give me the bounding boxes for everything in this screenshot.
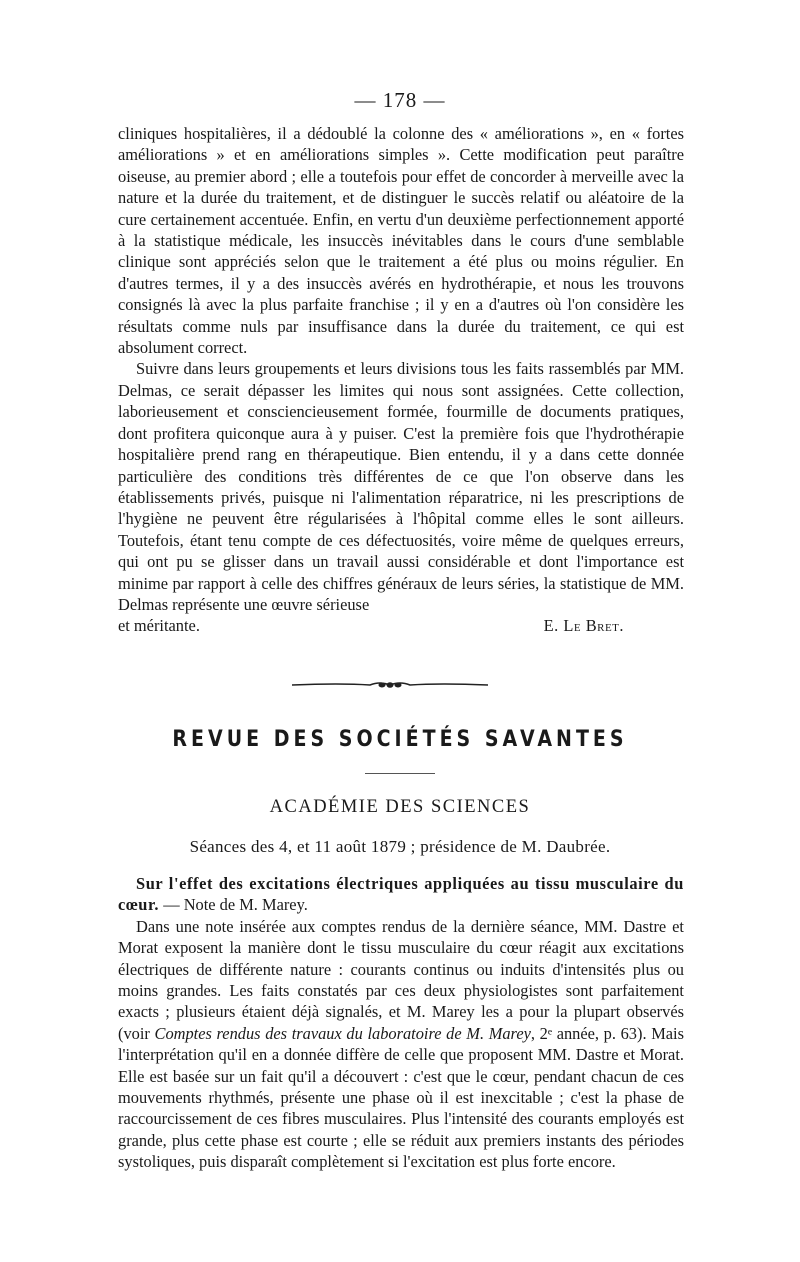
section-title: REVUE DES SOCIÉTÉS SAVANTES (172, 726, 628, 752)
article-heading (118, 873, 684, 916)
signature-line (118, 615, 684, 636)
review-closing: et méritante. (118, 616, 200, 636)
article-reference: Comptes rendus des travaux du laboratoire de M. Marey (154, 1023, 531, 1043)
page-number: — 178 — (354, 88, 446, 112)
academy-heading: ACADÉMIE DES SCIENCES (269, 797, 531, 817)
title-divider (365, 773, 435, 774)
article-body-text: , 2ᵉ année, p. 63). Mais l'interprétation qu'il en a donnée diffère de celle que proposent MM. Dastre et Morat. Elle est basée sur un fait qu'il a découvert : c'est que le cœur, pendant chacun de ces mouvements rhythmés, présente une phase où il est inexcitable ; c'est la phase de raccourcissement de ces fibres musculaires. Plus l'intensité des courants employés est grande, plus cette phase est courte ; elle se réduit aux premiers instants des périodes systoliques, puis disparaît complètement si l'excitation est plus forte encore. (118, 1023, 684, 1172)
article-title: Sur l'effet des excitations électriques appliquées au tissu musculaire du cœur. (118, 874, 684, 915)
article-body-text: Dans une note insérée aux comptes rendus de la dernière séance, MM. Dastre et Morat exposent la manière dont le tissu musculaire du cœur réagit aux excitations électriques de différente nature : courants continus ou induits d'intensités plus ou moins grandes. Les faits constatés par ces deux physiologistes sont parfaitement exacts ; plusieurs étaient déjà signalés, et M. Marey les a pour la plupart observés (voir (118, 916, 684, 1043)
article-body (118, 916, 684, 1173)
article-note: — Note de M. Marey. (159, 895, 308, 915)
review-column (118, 123, 684, 636)
review-signature: E. Le Bret. (543, 616, 624, 636)
review-paragraph: Suivre dans leurs groupements et leurs divisions tous les faits rassemblés par MM. Delmas, ce serait dépasser les limites qui nous sont assignées. Cette collection, laborieusement et consciencieusement formée, fourmille de documents pratiques, dont profitera quiconque aura à y puiser. C'est la première fois que l'hydrothérapie hospitalière prend rang en thérapeutique. Bien entendu, il y a dans cette donnée particulière des conditions très différentes de ce que l'on observe dans les établissements privés, puisque ni l'alimentation réparatrice, ni les prescriptions de l'hygiène ne peuvent être régularisées à l'hôpital comme elles le sont ailleurs. Toutefois, étant tenu compte de ces défectuosités, voire même de quelques erreurs, qui ont pu se glisser dans un travail aussi considérable et dont l'importance est minime par rapport à celle des chiffres généraux de leurs séries, la statistique de MM. Delmas représente une œuvre sérieuse (118, 359, 684, 614)
ornamental-rule-icon (290, 679, 490, 691)
article-column (118, 873, 684, 1173)
review-paragraph: cliniques hospitalières, il a dédoublé la colonne des « améliorations », en « fortes améliorations » et en améliorations simples ». Cette modification peut paraître oiseuse, au premier abord ; elle a toutefois pour effet de concorder à merveille avec la nature et la durée du traitement, et de distinguer le succès relatif ou aléatoire de la cure certainement accentuée. Enfin, en vertu d'un deuxième perfectionnement apporté à la statistique médicale, les insuccès inévitables dans le cours d'une semblable clinique sont appréciés selon que le traitement a été plus ou moins régulier. En d'autres termes, il y a des insuccès avérés en hydrothérapie, et nous les trouvons consignés là avec la plus parfaite franchise ; il y en a d'autres où l'on considère les résultats comme nuls par insuffisance dans la durée du traitement, ce qui est absolument correct. (118, 124, 684, 358)
sessions-line: Séances des 4, et 11 août 1879 ; présidence de M. Daubrée. (189, 837, 611, 856)
